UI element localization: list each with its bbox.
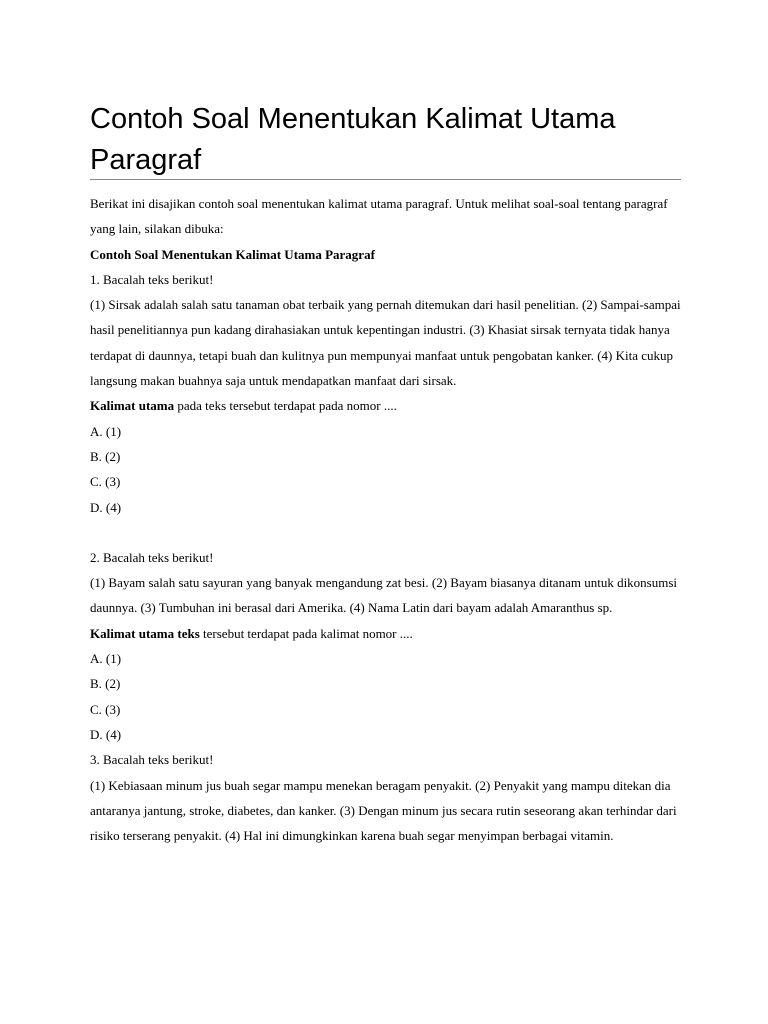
question-3-passage: (1) Kebiasaan minum jus buah segar mampu menekan beragam penyakit. (2) Penyakit yang mampu ditekan dia antaranya jantung, stroke, diabetes, dan kanker. (3) Dengan minum jus secara rutin seseorang akan terhindar dari risiko terserang penyakit. (4) Hal ini dimungkinkan karena buah segar menyimpan berbagai vitamin.: [90, 777, 677, 844]
question-1-option-b: B. (2): [90, 448, 121, 464]
question-1-passage: (1) Sirsak adalah salah satu tanaman obat terbaik yang pernah ditemukan dari hasil penelitian. (2) Sampai-sampai hasil penelitiannya pun kadang dirahasiakan untuk kepentingan industri. (3) Khasiat sirsak ternyata tidak hanya terdapat di daunnya, tetapi buah dan kulitnya pun mempunyai manfaat untuk pengobatan kanker. (4) Kita cukup langsung makan buahnya saja untuk mendapatkan manfaat dari sirsak.: [90, 297, 681, 389]
question-1-stem-bold: Kalimat utama: [90, 398, 175, 414]
question-1-prompt: 1. Bacalah teks berikut!: [90, 271, 214, 287]
question-2-stem-rest: tersebut terdapat pada kalimat nomor ....: [199, 625, 413, 641]
question-1-option-c: C. (3): [90, 474, 121, 490]
question-2-option-d: D. (4): [90, 726, 122, 742]
title-divider: [90, 179, 681, 180]
question-2-stem-bold: Kalimat utama teks: [90, 625, 200, 641]
question-1-option-d: D. (4): [90, 499, 122, 515]
section-heading: Contoh Soal Menentukan Kalimat Utama Paragraf: [90, 246, 375, 262]
question-2-option-c: C. (3): [90, 701, 121, 717]
question-1-option-a: A. (1): [90, 423, 122, 439]
document-title: Contoh Soal Menentukan Kalimat Utama Paragraf: [90, 103, 616, 176]
question-2-stem: [90, 621, 681, 646]
question-spacer: [90, 520, 681, 545]
question-2-passage: (1) Bayam salah satu sayuran yang banyak mengandung zat besi. (2) Bayam biasanya ditanam untuk dikonsumsi daunnya. (3) Tumbuhan ini berasal dari Amerika. (4) Nama Latin dari bayam adalah Amaranthus sp.: [90, 575, 678, 616]
document-body: [90, 191, 681, 848]
question-2-option-a: A. (1): [90, 651, 122, 667]
question-2-prompt: 2. Bacalah teks berikut!: [90, 549, 214, 565]
question-1-stem-rest: pada teks tersebut terdapat pada nomor ....: [174, 398, 397, 414]
question-1-stem: [90, 393, 681, 418]
question-3-prompt: 3. Bacalah teks berikut!: [90, 752, 214, 768]
intro-paragraph: Berikat ini disajikan contoh soal menentukan kalimat utama paragraf. Untuk melihat soal-soal tentang paragraf yang lain, silakan dibuka:: [90, 196, 668, 237]
question-2-option-b: B. (2): [90, 676, 121, 692]
